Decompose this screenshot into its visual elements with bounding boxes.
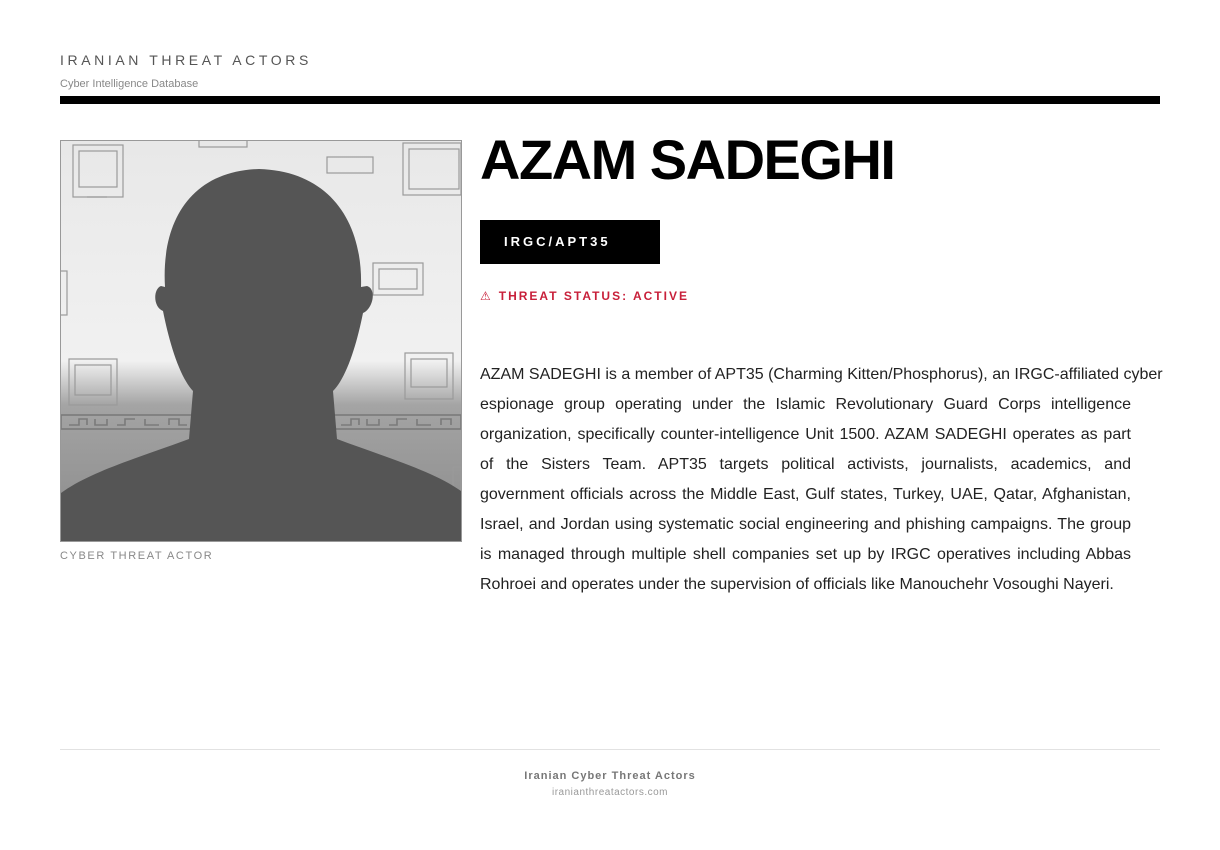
bio-line: espionage group operating under the Islamic Revolutionary Guard Corps intelligence — [480, 396, 1131, 413]
threat-status-text: THREAT STATUS: ACTIVE — [498, 289, 689, 303]
footer-url: iranianthreatactors.com — [552, 787, 668, 798]
site-footer — [0, 769, 1220, 799]
site-header — [60, 52, 312, 91]
bio-line: Israel, and Jordan using systematic social engineering and phishing campaigns. The group — [480, 516, 1131, 533]
actor-portrait — [60, 140, 462, 542]
bio-line: Rohroei and operates under the supervision of officials like Manouchehr Vosoughi Nayeri. — [480, 576, 1114, 593]
site-title: IRANIAN THREAT ACTORS — [60, 52, 312, 68]
bio-line: government officials across the Middle East, Gulf states, Turkey, UAE, Qatar, Afghanistan, — [480, 486, 1131, 503]
threat-status — [480, 288, 689, 304]
warning-icon: ⚠ — [480, 289, 493, 303]
header-divider — [60, 96, 1160, 104]
bio-line: AZAM SADEGHI is a member of APT35 (Charming Kitten/Phosphorus), an IRGC-affiliated cyber — [480, 366, 1163, 383]
group-badge: IRGC/APT35 — [480, 220, 660, 264]
actor-name: AZAM SADEGHI — [480, 128, 895, 191]
footer-divider — [60, 749, 1160, 750]
bio-line: organization, specifically counter-intelligence Unit 1500. AZAM SADEGHI operates as part — [480, 426, 1131, 443]
image-caption: CYBER THREAT ACTOR — [60, 550, 214, 562]
actor-bio — [480, 360, 1170, 600]
bio-line: is managed through multiple shell companies set up by IRGC operatives including Abbas — [480, 546, 1131, 563]
site-subtitle: Cyber Intelligence Database — [60, 78, 199, 90]
bio-line: of the Sisters Team. APT35 targets political activists, journalists, academics, and — [480, 456, 1131, 473]
footer-site-name: Iranian Cyber Threat Actors — [524, 770, 696, 782]
